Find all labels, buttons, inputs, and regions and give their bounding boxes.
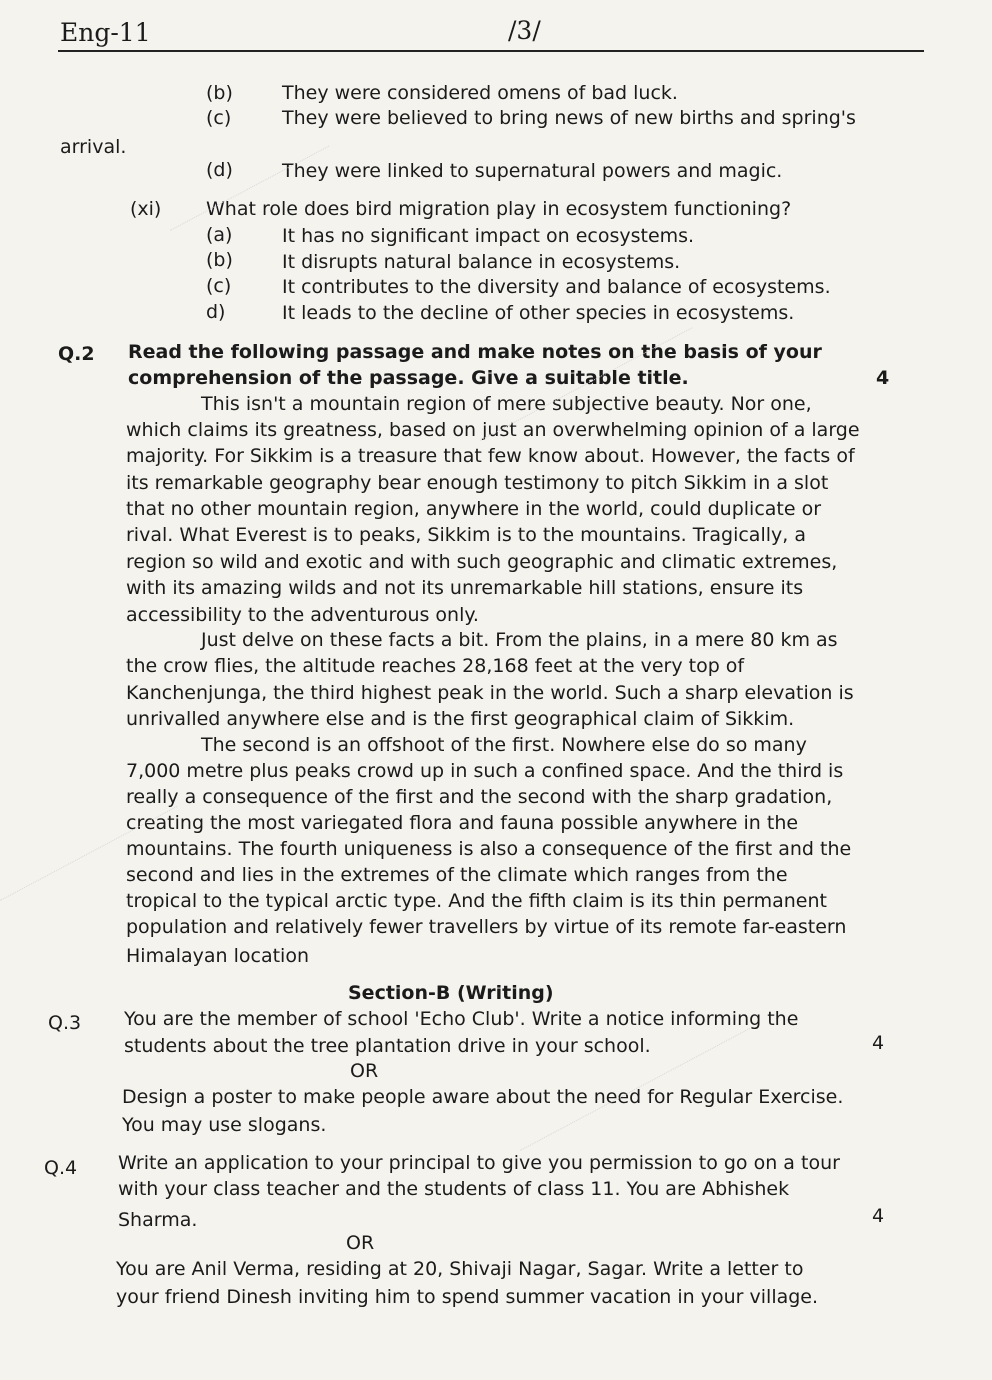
passage-line: creating the most variegated flora and fauna possible anywhere in the	[126, 812, 799, 834]
option-label: (d)	[206, 159, 233, 181]
or-separator: OR	[350, 1060, 379, 1082]
option-text: It disrupts natural balance in ecosystems.	[282, 251, 681, 273]
question-line: with your class teacher and the students of class 11. You are Abhishek	[118, 1178, 790, 1200]
or-separator: OR	[346, 1232, 375, 1254]
question-text: What role does bird migration play in ecosystem functioning?	[206, 198, 792, 220]
option-text: They were believed to bring news of new births and spring's	[282, 107, 856, 129]
passage-line: Just delve on these facts a bit. From the plains, in a mere 80 km as	[201, 629, 838, 651]
passage-line: its remarkable geography bear enough testimony to pitch Sikkim in a slot	[126, 472, 829, 494]
marks: 4	[876, 367, 890, 389]
page-number: /3/	[508, 16, 541, 45]
option-text: It contributes to the diversity and balance of ecosystems.	[282, 276, 831, 298]
passage-line: This isn't a mountain region of mere subjective beauty. Nor one,	[201, 393, 812, 415]
passage-line: mountains. The fourth uniqueness is also a consequence of the first and the	[126, 838, 852, 860]
section-heading: Section-B (Writing)	[348, 982, 554, 1004]
option-text: They were considered omens of bad luck.	[282, 82, 678, 104]
option-text: It leads to the decline of other species in ecosystems.	[282, 302, 795, 324]
header-rule	[58, 50, 924, 52]
option-label: (b)	[206, 82, 233, 104]
passage-line: the crow flies, the altitude reaches 28,168 feet at the very top of	[126, 655, 745, 677]
option-label: d)	[206, 301, 226, 323]
passage-line: rival. What Everest is to peaks, Sikkim is to the mountains. Tragically, a	[126, 524, 806, 546]
passage-line: tropical to the typical arctic type. And the fifth claim is its thin permanent	[126, 890, 827, 912]
option-label: (c)	[206, 275, 232, 297]
question-line: You may use slogans.	[122, 1114, 327, 1136]
passage-line: which claims its greatness, based on just an overwhelming opinion of a large	[126, 419, 860, 441]
option-label: (a)	[206, 224, 233, 246]
passage-line: population and relatively fewer travellers by virtue of its remote far-eastern	[126, 916, 847, 938]
passage-line: The second is an offshoot of the first. Nowhere else do so many	[201, 734, 807, 756]
marks: 4	[872, 1032, 885, 1054]
passage-line: region so wild and exotic and with such geographic and climatic extremes,	[126, 551, 838, 573]
passage-line: with its amazing wilds and not its unremarkable hill stations, ensure its	[126, 577, 804, 599]
question-line: your friend Dinesh inviting him to spend summer vacation in your village.	[116, 1286, 819, 1308]
passage-line: really a consequence of the first and the second with the sharp gradation,	[126, 786, 833, 808]
passage-line: 7,000 metre plus peaks crowd up in such a confined space. And the third is	[126, 760, 844, 782]
passage-line: Himalayan location	[126, 945, 309, 967]
question-number: Q.3	[48, 1012, 82, 1034]
option-text: They were linked to supernatural powers and magic.	[282, 160, 783, 182]
question-line: students about the tree plantation drive in your school.	[124, 1035, 651, 1057]
question-number: (xi)	[130, 198, 162, 220]
passage-line: that no other mountain region, anywhere in the world, could duplicate or	[126, 498, 822, 520]
marks: 4	[872, 1205, 885, 1227]
paper-code: Eng-11	[60, 18, 151, 47]
option-label: (c)	[206, 107, 232, 129]
question-line: Sharma.	[118, 1209, 198, 1231]
question-number: Q.2	[58, 343, 95, 365]
question-number: Q.4	[44, 1157, 78, 1179]
question-line: You are the member of school 'Echo Club'. Write a notice informing the	[124, 1008, 799, 1030]
instruction-line: Read the following passage and make notes on the basis of your	[128, 341, 822, 363]
option-text-continued: arrival.	[60, 136, 127, 158]
passage-line: Kanchenjunga, the third highest peak in the world. Such a sharp elevation is	[126, 682, 854, 704]
passage-line: unrivalled anywhere else and is the first geographical claim of Sikkim.	[126, 708, 795, 730]
option-text: It has no significant impact on ecosystems.	[282, 225, 695, 247]
question-line: You are Anil Verma, residing at 20, Shivaji Nagar, Sagar. Write a letter to	[116, 1258, 804, 1280]
instruction-line: comprehension of the passage. Give a suitable title.	[128, 367, 689, 389]
question-line: Write an application to your principal to give you permission to go on a tour	[118, 1152, 840, 1174]
passage-line: majority. For Sikkim is a treasure that few know about. However, the facts of	[126, 445, 855, 467]
passage-line: accessibility to the adventurous only.	[126, 604, 479, 626]
passage-line: second and lies in the extremes of the climate which ranges from the	[126, 864, 788, 886]
option-label: (b)	[206, 249, 233, 271]
question-line: Design a poster to make people aware about the need for Regular Exercise.	[122, 1086, 844, 1108]
